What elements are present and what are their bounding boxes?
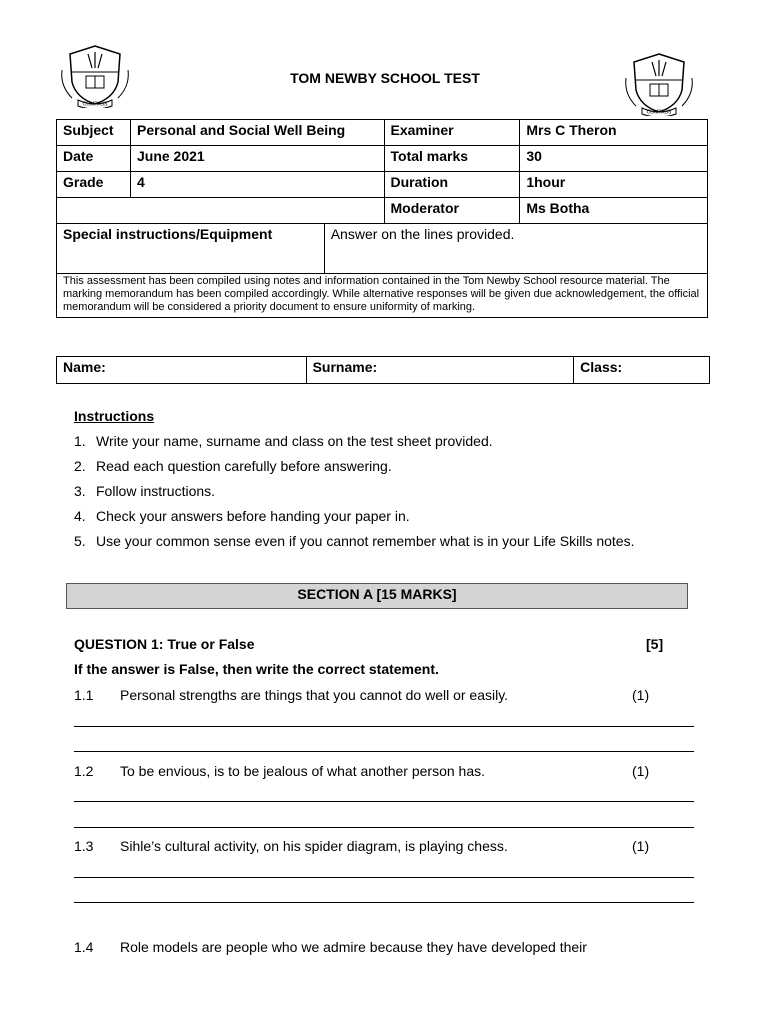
instructions-list <box>74 432 634 557</box>
name-field[interactable]: Name: <box>57 357 307 384</box>
subject-label: Subject <box>57 120 131 146</box>
answer-line[interactable] <box>74 902 694 903</box>
date-value: June 2021 <box>130 146 384 172</box>
list-item: 3. Follow instructions. <box>74 483 216 499</box>
subject-value: Personal and Social Well Being <box>130 120 384 146</box>
question-mark: (1) <box>632 687 650 703</box>
list-item: 2. Read each question carefully before answering. <box>74 458 392 474</box>
question-number: 1.2 <box>74 763 94 779</box>
class-field[interactable]: Class: <box>574 357 710 384</box>
duration-value: 1hour <box>520 172 708 198</box>
answer-line[interactable] <box>74 801 694 802</box>
duration-label: Duration <box>384 172 520 198</box>
moderator-value: Ms Botha <box>520 198 708 224</box>
question-text: To be envious, is to be jealous of what another person has. <box>120 763 486 779</box>
question-text: Role models are people who we admire because they have developed their <box>120 939 587 955</box>
empty-cell <box>57 198 385 224</box>
list-item: 4. Check your answers before handing your paper in. <box>74 508 410 524</box>
question-mark: (1) <box>632 763 650 779</box>
total-marks-value: 30 <box>520 146 708 172</box>
question-1-marks: [5] <box>646 636 664 652</box>
question-text: Sihle’s cultural activity, on his spider diagram, is playing chess. <box>120 838 508 854</box>
logo-text: COMPASS <box>646 109 672 116</box>
special-instructions-label: Special instructions/Equipment <box>57 224 325 274</box>
examiner-value: Mrs C Theron <box>520 120 708 146</box>
list-item: 1. Write your name, surname and class on the test sheet provided. <box>74 433 493 449</box>
list-item: 5. Use your common sense even if you cannot remember what is in your Life Skills notes. <box>74 533 635 549</box>
moderator-label: Moderator <box>384 198 520 224</box>
question-number: 1.4 <box>74 939 94 955</box>
answer-line[interactable] <box>74 827 694 828</box>
surname-field[interactable]: Surname: <box>306 357 574 384</box>
grade-label: Grade <box>57 172 131 198</box>
assessment-note: This assessment has been compiled using notes and information contained in the Tom Newby School resource material. The marking memorandum has been compiled accordingly. While alternative responses will be given due acknowledgement, the official memorandum will be considered a priority document to ensure uniformity of marking. <box>57 274 708 318</box>
question-1-instruction: If the answer is False, then write the correct statement. <box>74 661 439 677</box>
question-1-heading: QUESTION 1: True or False <box>74 636 255 652</box>
examiner-label: Examiner <box>384 120 520 146</box>
test-info-table <box>56 119 708 318</box>
grade-value: 4 <box>130 172 384 198</box>
instructions-heading: Instructions <box>74 408 155 424</box>
total-marks-label: Total marks <box>384 146 520 172</box>
student-details-table <box>56 356 710 384</box>
date-label: Date <box>57 146 131 172</box>
answer-line[interactable] <box>74 877 694 878</box>
question-text: Personal strengths are things that you cannot do well or easily. <box>120 687 509 703</box>
section-a-banner: SECTION A [15 MARKS] <box>66 583 688 609</box>
special-instructions-value: Answer on the lines provided. <box>324 224 707 274</box>
answer-line[interactable] <box>74 726 694 727</box>
document-title: TOM NEWBY SCHOOL TEST <box>290 70 480 86</box>
logo-text: COMPASS <box>82 101 108 108</box>
question-number: 1.1 <box>74 687 94 703</box>
question-number: 1.3 <box>74 838 94 854</box>
answer-line[interactable] <box>74 751 694 752</box>
question-mark: (1) <box>632 838 650 854</box>
